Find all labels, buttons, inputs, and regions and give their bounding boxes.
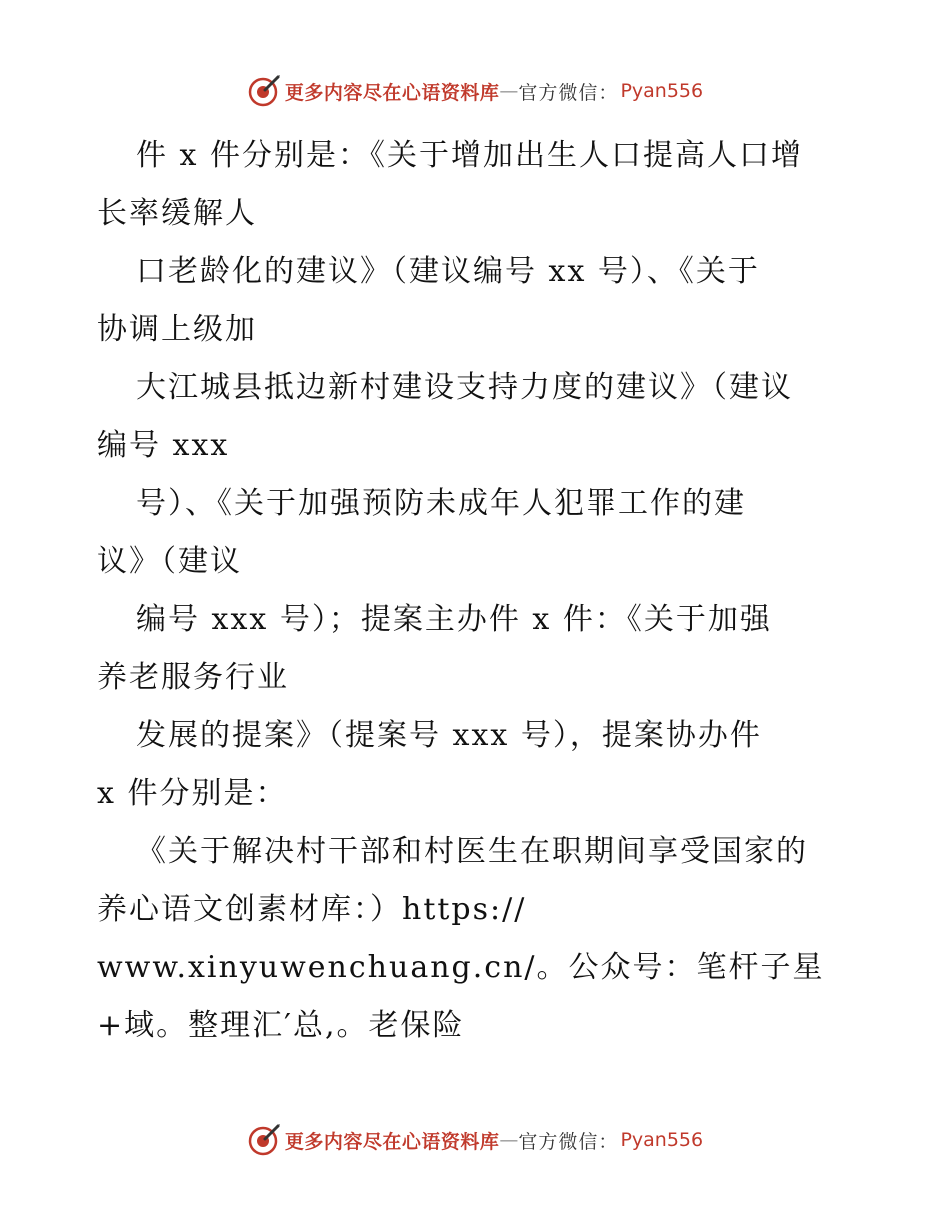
text-line: 口老龄化的建议》（建议编号 xx 号）、《关于 (136, 254, 760, 289)
footer-main-text: 更多内容尽在心语资料库 (284, 1130, 500, 1153)
text-line: +域。整理汇′总,。老保险 (97, 1008, 465, 1043)
document-body (97, 127, 857, 1055)
text-line: 协调上级加 (97, 312, 257, 347)
footer-dash: — (499, 1129, 519, 1151)
text-line: 大江城县抵边新村建设支持力度的建议》（建议 (136, 370, 793, 405)
footer-wechat-id: Pyan556 (620, 1129, 704, 1151)
text-line: 议》（建议 (97, 544, 242, 579)
text-line: 长率缓解人 (97, 196, 257, 231)
text-line: www.xinyuwenchuang.cn/。公众号：笔杆子星 (97, 950, 825, 985)
text-line: 养心语文创素材库：）https:// (97, 892, 527, 927)
brush-logo-icon (247, 74, 281, 108)
header-wechat-label: 官方微信： (518, 81, 619, 104)
header-watermark (0, 71, 950, 111)
text-line: 编号 xxx 号）；提案主办件 x 件：《关于加强 (136, 602, 772, 637)
text-line: 《关于解决村干部和村医生在职期间享受国家的 (136, 834, 808, 869)
header-main-text: 更多内容尽在心语资料库 (284, 81, 500, 104)
text-line: 编号 xxx (97, 428, 230, 463)
text-line: x 件分别是： (97, 776, 288, 811)
text-line: 号）、《关于加强预防未成年人犯罪工作的建 (136, 486, 746, 521)
text-line: 发展的提案》（提案号 xxx 号），提案协办件 (136, 718, 762, 753)
footer-wechat-label: 官方微信： (518, 1130, 619, 1153)
footer-watermark (0, 1120, 950, 1160)
brush-logo-icon (247, 1123, 281, 1157)
text-line: 件 x 件分别是：《关于增加出生人口提高人口增 (136, 138, 803, 173)
header-dash: — (499, 80, 519, 102)
header-wechat-id: Pyan556 (620, 80, 704, 102)
text-line: 养老服务行业 (97, 660, 289, 695)
